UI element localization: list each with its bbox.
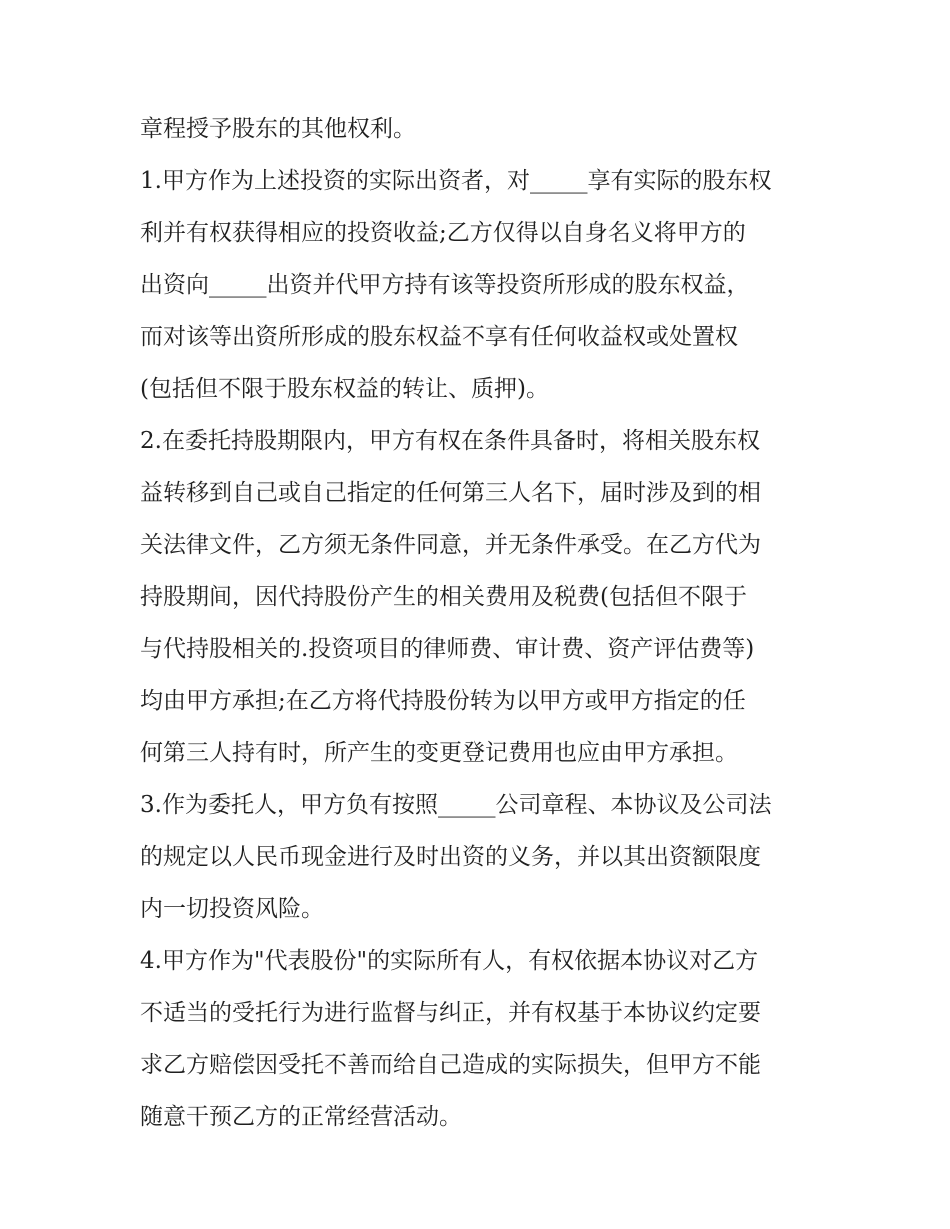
text-line: 随意干预乙方的正常经营活动。 <box>140 1104 462 1130</box>
text-line: 求乙方赔偿因受托不善而给自己造成的实际损失，但甲方不能 <box>140 1052 761 1078</box>
text-line: 益转移到自己或自己指定的任何第三人名下，届时涉及到的相 <box>140 480 761 506</box>
text-line: 均由甲方承担;在乙方将代持股份转为以甲方或甲方指定的任 <box>140 688 746 714</box>
text-line: 关法律文件，乙方须无条件同意，并无条件承受。在乙方代为 <box>140 532 761 558</box>
text-line: 1.甲方作为上述投资的实际出资者，对_____享有实际的股东权 <box>140 168 772 194</box>
text-line: 与代持股相关的.投资项目的律师费、审计费、资产评估费等) <box>140 636 755 662</box>
text-line: 何第三人持有时，所产生的变更登记费用也应由甲方承担。 <box>140 740 738 766</box>
text-line: 3.作为委托人，甲方负有按照_____公司章程、本协议及公司法 <box>140 792 772 818</box>
text-line: (包括但不限于股东权益的转让、质押)。 <box>140 376 549 402</box>
text-line: 内一切投资风险。 <box>140 896 324 922</box>
text-line: 利并有权获得相应的投资收益;乙方仅得以自身名义将甲方的 <box>140 220 746 246</box>
text-line: 持股期间，因代持股份产生的相关费用及税费(包括但不限于 <box>140 584 747 610</box>
document-body <box>140 103 820 1143</box>
text-line: 的规定以人民币现金进行及时出资的义务，并以其出资额限度 <box>140 844 761 870</box>
text-line: 2.在委托持股期限内，甲方有权在条件具备时，将相关股东权 <box>140 428 760 454</box>
text-line: 而对该等出资所形成的股东权益不享有任何收益权或处置权 <box>140 324 738 350</box>
text-line: 4.甲方作为"代表股份"的实际所有人，有权依据本协议对乙方 <box>140 948 759 974</box>
text-line: 章程授予股东的其他权利。 <box>140 116 416 142</box>
text-line: 不适当的受托行为进行监督与纠正，并有权基于本协议约定要 <box>140 1000 761 1026</box>
text-line: 出资向_____出资并代甲方持有该等投资所形成的股东权益， <box>140 272 750 298</box>
